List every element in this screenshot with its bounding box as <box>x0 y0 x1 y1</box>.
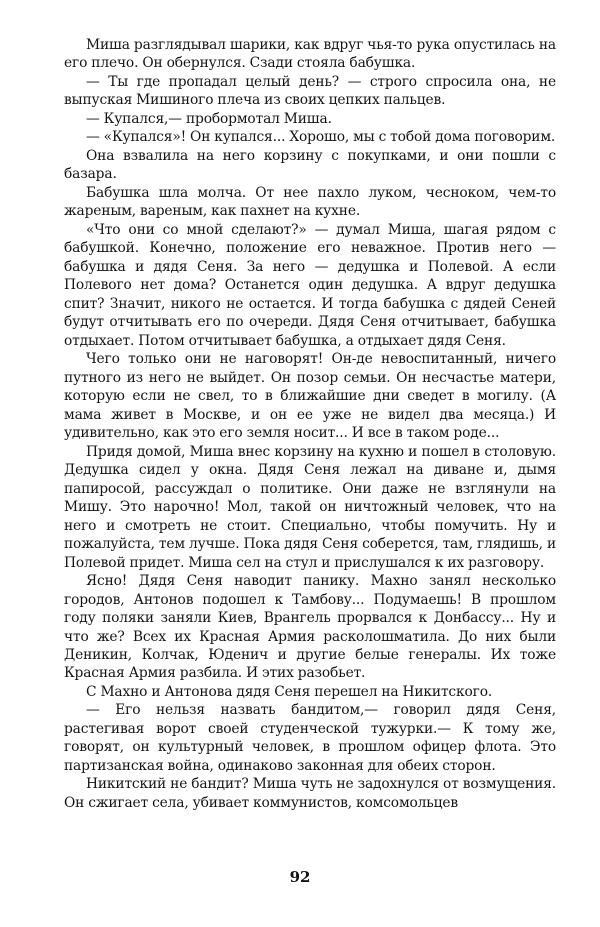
paragraph-9: Придя домой, Миша внес корзину на кухню и пошел в столовую. Дедушка сидел у окна. Дядя Сеня лежал на диване и, дымя папиросой, рассуждал о политике. Они даже не взглянули на Мишу. Это нарочно! Мол, такой он ничтожный человек, что на него и смотреть не стоит. Специально, чтобы помучить. Ну и пожалуйста, тем лучше. Пока дядя Сеня соберется, там, глядишь, и Полевой придет. Миша сел на стул и прислушался к их разговору. <box>64 443 556 571</box>
paragraph-4: — «Купался»! Он купался... Хорошо, мы с тобой дома поговорим. <box>86 129 556 146</box>
paragraph-7: «Что они со мной сделают?» — думал Миша, шагая рядом с бабушкой. Конечно, положение его неважное. Против него — бабушка и дядя Сеня. За него — дедушка и Полевой. А если Полевого нет дома? Останется один дедушка. А вдруг дедушка спит? Значит, никого не остается. И тогда бабушка с дядей Сеней будут отчитывать его по очереди. Дядя Сеня отчитывает, бабушка отдыхает. Потом отчитывает бабушка, а отдыхает дядя Сеня. <box>64 221 556 349</box>
paragraph-3: — Купался,— пробормотал Миша. <box>86 110 332 127</box>
paragraph-8: Чего только они не наговорят! Он-де невоспитанный, ничего путного из него не выйдет. Он позор семьи. Он несчастье матери, которую если не свел, то в ближайшие дни сведет в могилу. (А мама живет в Москве, и он ее уже не видел два месяца.) И удивительно, как это его земля носит... И все в таком роде... <box>64 351 556 442</box>
paragraph-5: Она взвалила на него корзину с покупками, и они пошли с базара. <box>64 147 556 183</box>
paragraph-6: Бабушка шла молча. От нее пахло луком, чесноком, чем-то жареным, вареным, как пахнет на кухне. <box>64 184 556 220</box>
paragraph-1: Миша разглядывал шарики, как вдруг чья-то рука опустилась на его плечо. Он обернулся. Сзади стояла бабушка. <box>64 37 556 72</box>
page-body <box>64 36 556 812</box>
paragraph-12: — Его нельзя назвать бандитом,— говорил дядя Сеня, растегивая ворот своей студенческой тужурки.— К тому же, говорят, он культурный человек, в прошлом офицер флота. Это партизанская война, одинаково законная для обеих сторон. <box>64 702 556 774</box>
paragraph-2: — Ты где пропадал целый день? — строго спросила она, не выпуская Мишиного плеча из своих цепких пальцев. <box>64 73 556 109</box>
paragraph-11: С Махно и Антонова дядя Сеня перешел на Никитского. <box>86 683 493 700</box>
paragraph-10: Ясно! Дядя Сеня наводит панику. Махно занял несколько городов, Антонов подошел к Тамбову... Подумаешь! В прошлом году поляки заняли Киев, Врангель прорвался к Донбассу... Ну и что же? Всех их Красная Армия расколошматила. До них были Деникин, Колчак, Юденич и другие белые генералы. Их тоже Красная Армия разбила. И этих разобьет. <box>64 573 556 682</box>
paragraph-13: Никитский не бандит? Миша чуть не задохнулся от возмущения. Он сжигает села, убивает коммунистов, комсомольцев <box>64 776 556 811</box>
page-number: 92 <box>289 868 311 886</box>
